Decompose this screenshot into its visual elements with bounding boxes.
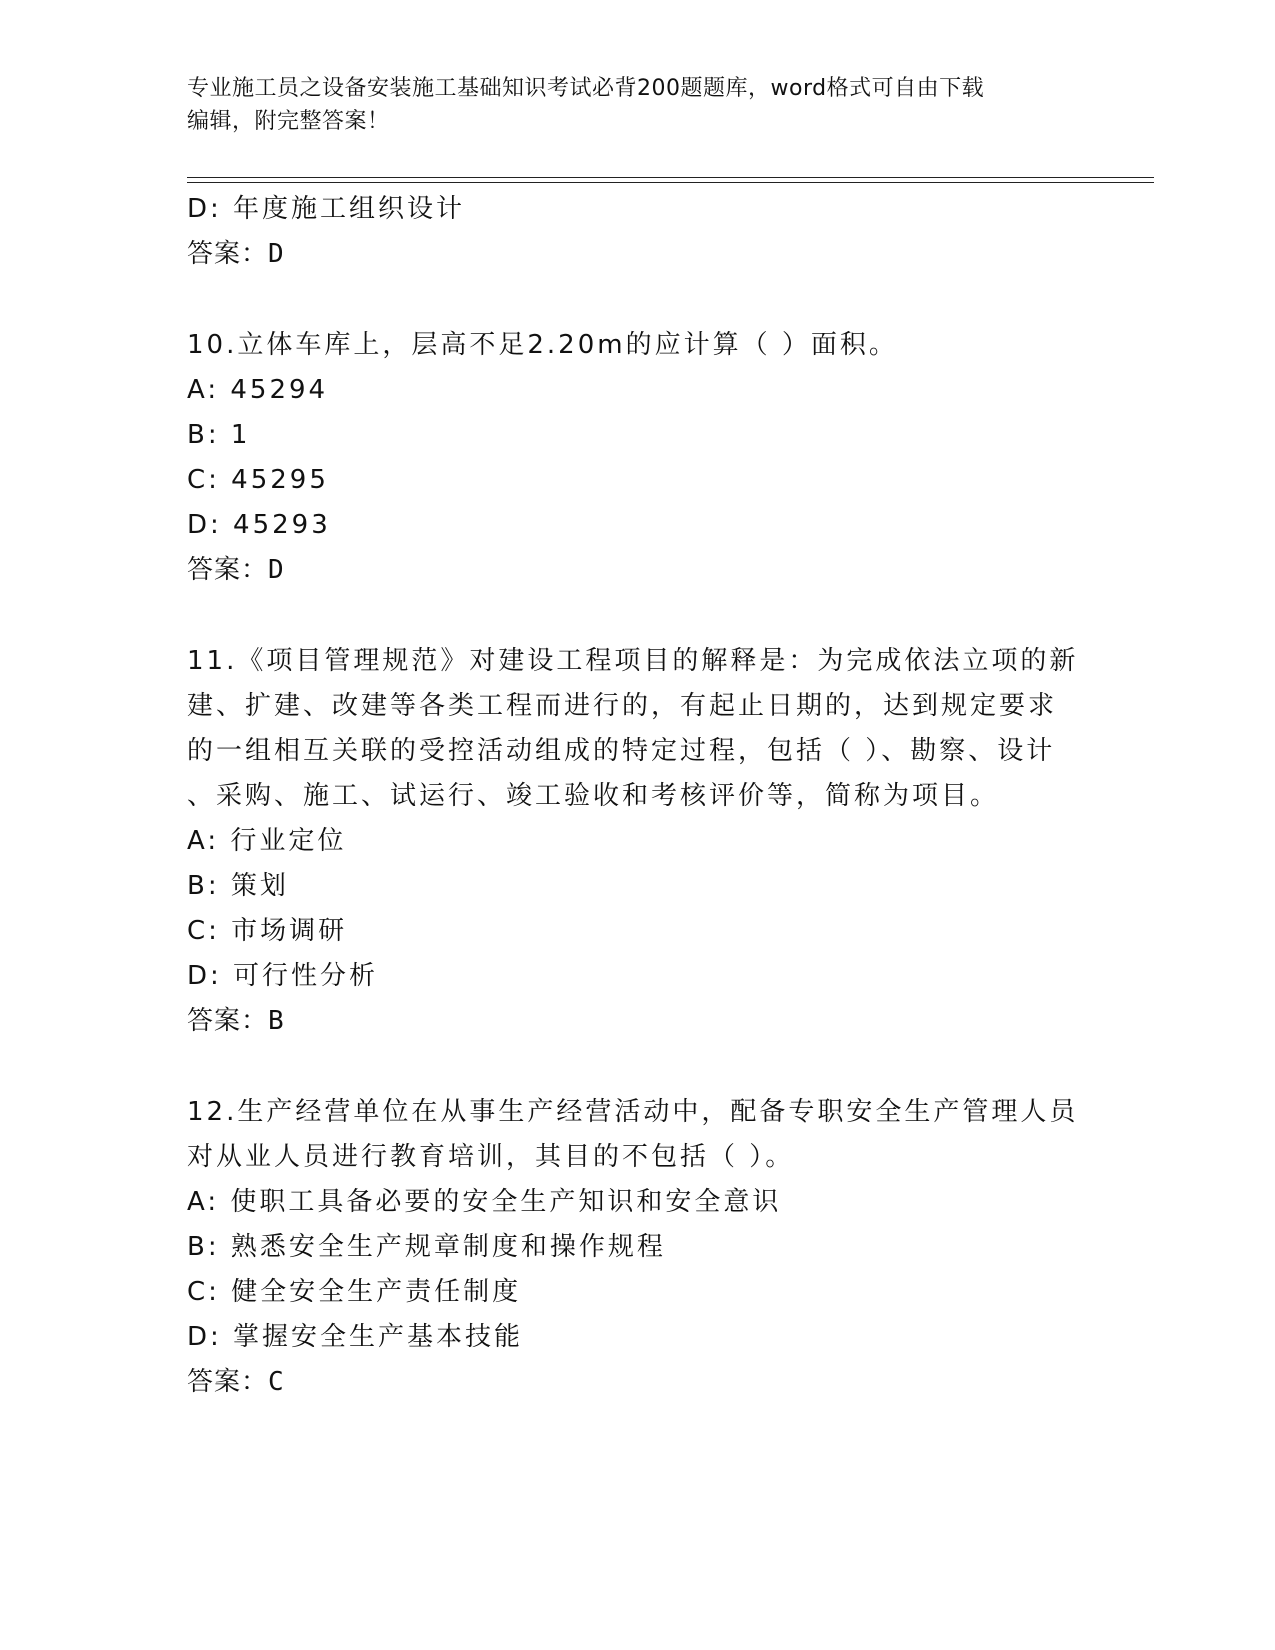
answer-label: 答案： (187, 1006, 269, 1036)
spacer (187, 277, 1087, 323)
answer-line (187, 999, 1087, 1044)
prev-question-tail (187, 187, 1087, 277)
answer-line (187, 548, 1087, 593)
option-d: D: 可行性分析 (187, 961, 379, 991)
answer-value: D (268, 239, 285, 269)
question-stem-line-3: 的一组相互关联的受控活动组成的特定过程，包括（ ）、勘察、设计 (187, 736, 1056, 766)
option-c: C: 45295 (187, 465, 329, 495)
question-stem-line-4: 、采购、施工、试运行、竣工验收和考核评价等，简称为项目。 (187, 781, 1000, 811)
spacer (187, 1044, 1087, 1090)
answer-value: C (268, 1367, 285, 1397)
option-b: B: 策划 (187, 871, 289, 901)
answer-line (187, 232, 1087, 277)
question-stem-line-1: 11.《项目管理规范》对建设工程项目的解释是：为完成依法立项的新 (187, 646, 1079, 676)
question-stem-line-2: 对从业人员进行教育培训，其目的不包括（ ）。 (187, 1142, 795, 1172)
option-b: B: 1 (187, 420, 251, 450)
option-c: C: 市场调研 (187, 916, 348, 946)
header-title-line-2: 编辑，附完整答案！ (187, 109, 390, 134)
answer-line (187, 1360, 1087, 1405)
question-stem: 10.立体车库上，层高不足2.20m的应计算（ ）面积。 (187, 330, 898, 360)
option-b: B: 熟悉安全生产规章制度和操作规程 (187, 1232, 666, 1262)
option-c: C: 健全安全生产责任制度 (187, 1277, 522, 1307)
question-10 (187, 323, 1087, 593)
document-body (187, 187, 1087, 1405)
header-divider-bottom (187, 182, 1154, 183)
answer-label: 答案： (187, 1367, 269, 1397)
option-d: D: 掌握安全生产基本技能 (187, 1322, 524, 1352)
answer-label: 答案： (187, 555, 269, 585)
question-12 (187, 1090, 1087, 1405)
answer-value: B (268, 1006, 285, 1036)
question-stem-line-1: 12.生产经营单位在从事生产经营活动中，配备专职安全生产管理人员 (187, 1097, 1079, 1127)
header-divider-top (187, 177, 1154, 178)
document-header (187, 72, 1067, 138)
answer-value: D (268, 555, 285, 585)
option-a: A: 45294 (187, 375, 329, 405)
option-a: A: 行业定位 (187, 826, 347, 856)
spacer (187, 593, 1087, 639)
question-stem-line-2: 建、扩建、改建等各类工程而进行的，有起止日期的，达到规定要求 (187, 691, 1058, 721)
answer-label: 答案： (187, 239, 269, 269)
header-title-line-1: 专业施工员之设备安装施工基础知识考试必背200题题库，word格式可自由下载 (187, 76, 985, 101)
option-a: A: 使职工具备必要的安全生产知识和安全意识 (187, 1187, 782, 1217)
option-d: D: 年度施工组织设计 (187, 194, 466, 224)
option-d: D: 45293 (187, 510, 331, 540)
question-11 (187, 639, 1087, 1044)
